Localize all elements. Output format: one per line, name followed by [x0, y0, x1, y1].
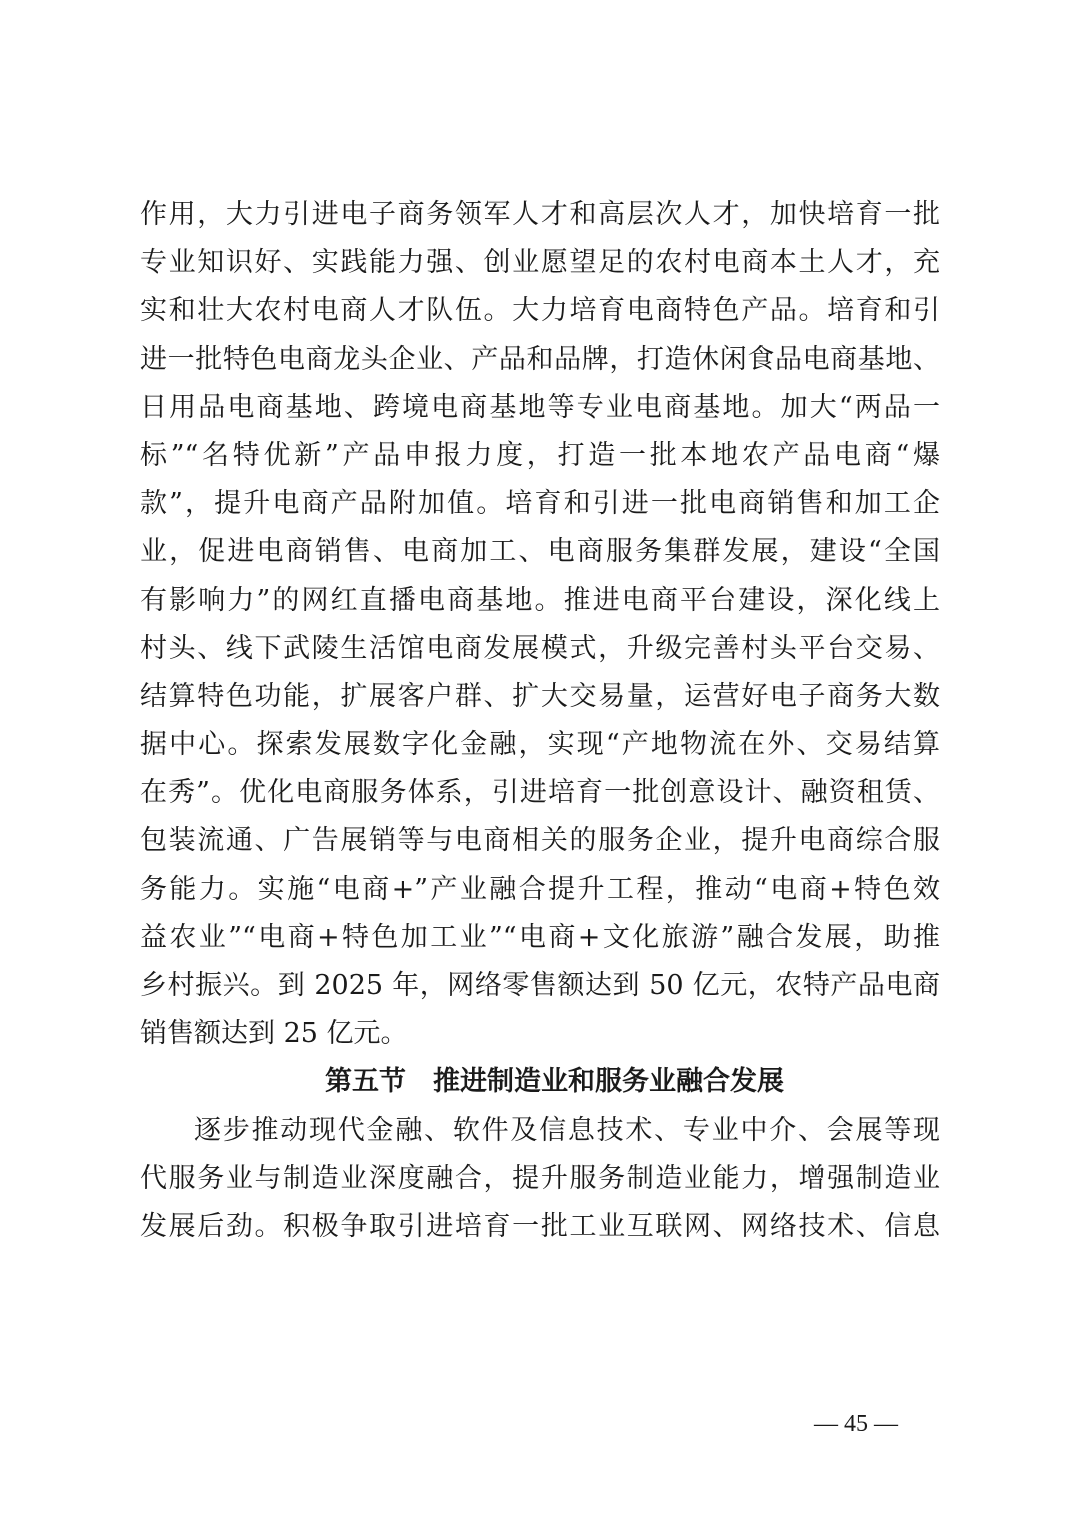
text-line: 发展后劲。积极争取引进培育一批工业互联网、网络技术、信息: [140, 1210, 940, 1242]
text-line: 结算特色功能，扩展客户群、扩大交易量，运营好电子商务大数: [140, 680, 940, 712]
text-line: 标”“名特优新”产品申报力度，打造一批本地农产品电商“爆: [140, 439, 940, 471]
text-line: 代服务业与制造业深度融合，提升服务制造业能力，增强制造业: [140, 1162, 940, 1194]
text-line: 进一批特色电商龙头企业、产品和品牌，打造休闲食品电商基地、: [140, 343, 940, 375]
text-line: 在秀”。优化电商服务体系，引进培育一批创意设计、融资租赁、: [140, 777, 940, 809]
page-number: — 45 —: [814, 1411, 898, 1437]
paragraph-2: [140, 1107, 940, 1252]
text-line: 包装流通、广告展销等与电商相关的服务企业，提升电商综合服: [140, 825, 940, 857]
section-heading: [140, 1058, 940, 1106]
text-line: 益农业”“电商+特色加工业”“电商+文化旅游”融合发展，助推: [140, 921, 940, 953]
text-line: 专业知识好、实践能力强、创业愿望足的农村电商本土人才，充: [140, 247, 940, 279]
text-line: 务能力。实施“电商+”产业融合提升工程，推动“电商+特色效: [140, 873, 940, 905]
section-title: 推进制造业和服务业融合发展: [433, 1066, 784, 1098]
text-line: 逐步推动现代金融、软件及信息技术、专业中介、会展等现: [194, 1114, 940, 1146]
body-text: [140, 191, 940, 1251]
text-line: 有影响力”的网红直播电商基地。推进电商平台建设，深化线上: [140, 584, 940, 616]
text-line: 村头、线下武陵生活馆电商发展模式，升级完善村头平台交易、: [140, 632, 940, 664]
text-line: 乡村振兴。到 2025 年，网络零售额达到 50 亿元，农特产品电商: [140, 970, 940, 1001]
text-line: 据中心。探索发展数字化金融，实现“产地物流在外、交易结算: [140, 729, 940, 761]
text-line: 业，促进电商销售、电商加工、电商服务集群发展，建设“全国: [140, 536, 940, 568]
text-line: 日用品电商基地、跨境电商基地等专业电商基地。加大“两品一: [140, 391, 940, 423]
text-line: 款”，提升电商产品附加值。培育和引进一批电商销售和加工企: [140, 488, 940, 520]
section-number: 第五节: [325, 1066, 406, 1098]
text-line: 销售额达到 25 亿元。: [140, 1018, 408, 1050]
text-line: 实和壮大农村电商人才队伍。大力培育电商特色产品。培育和引: [140, 295, 940, 327]
text-line: 作用，大力引进电子商务领军人才和高层次人才，加快培育一批: [140, 199, 940, 230]
paragraph-1: [140, 191, 940, 1058]
